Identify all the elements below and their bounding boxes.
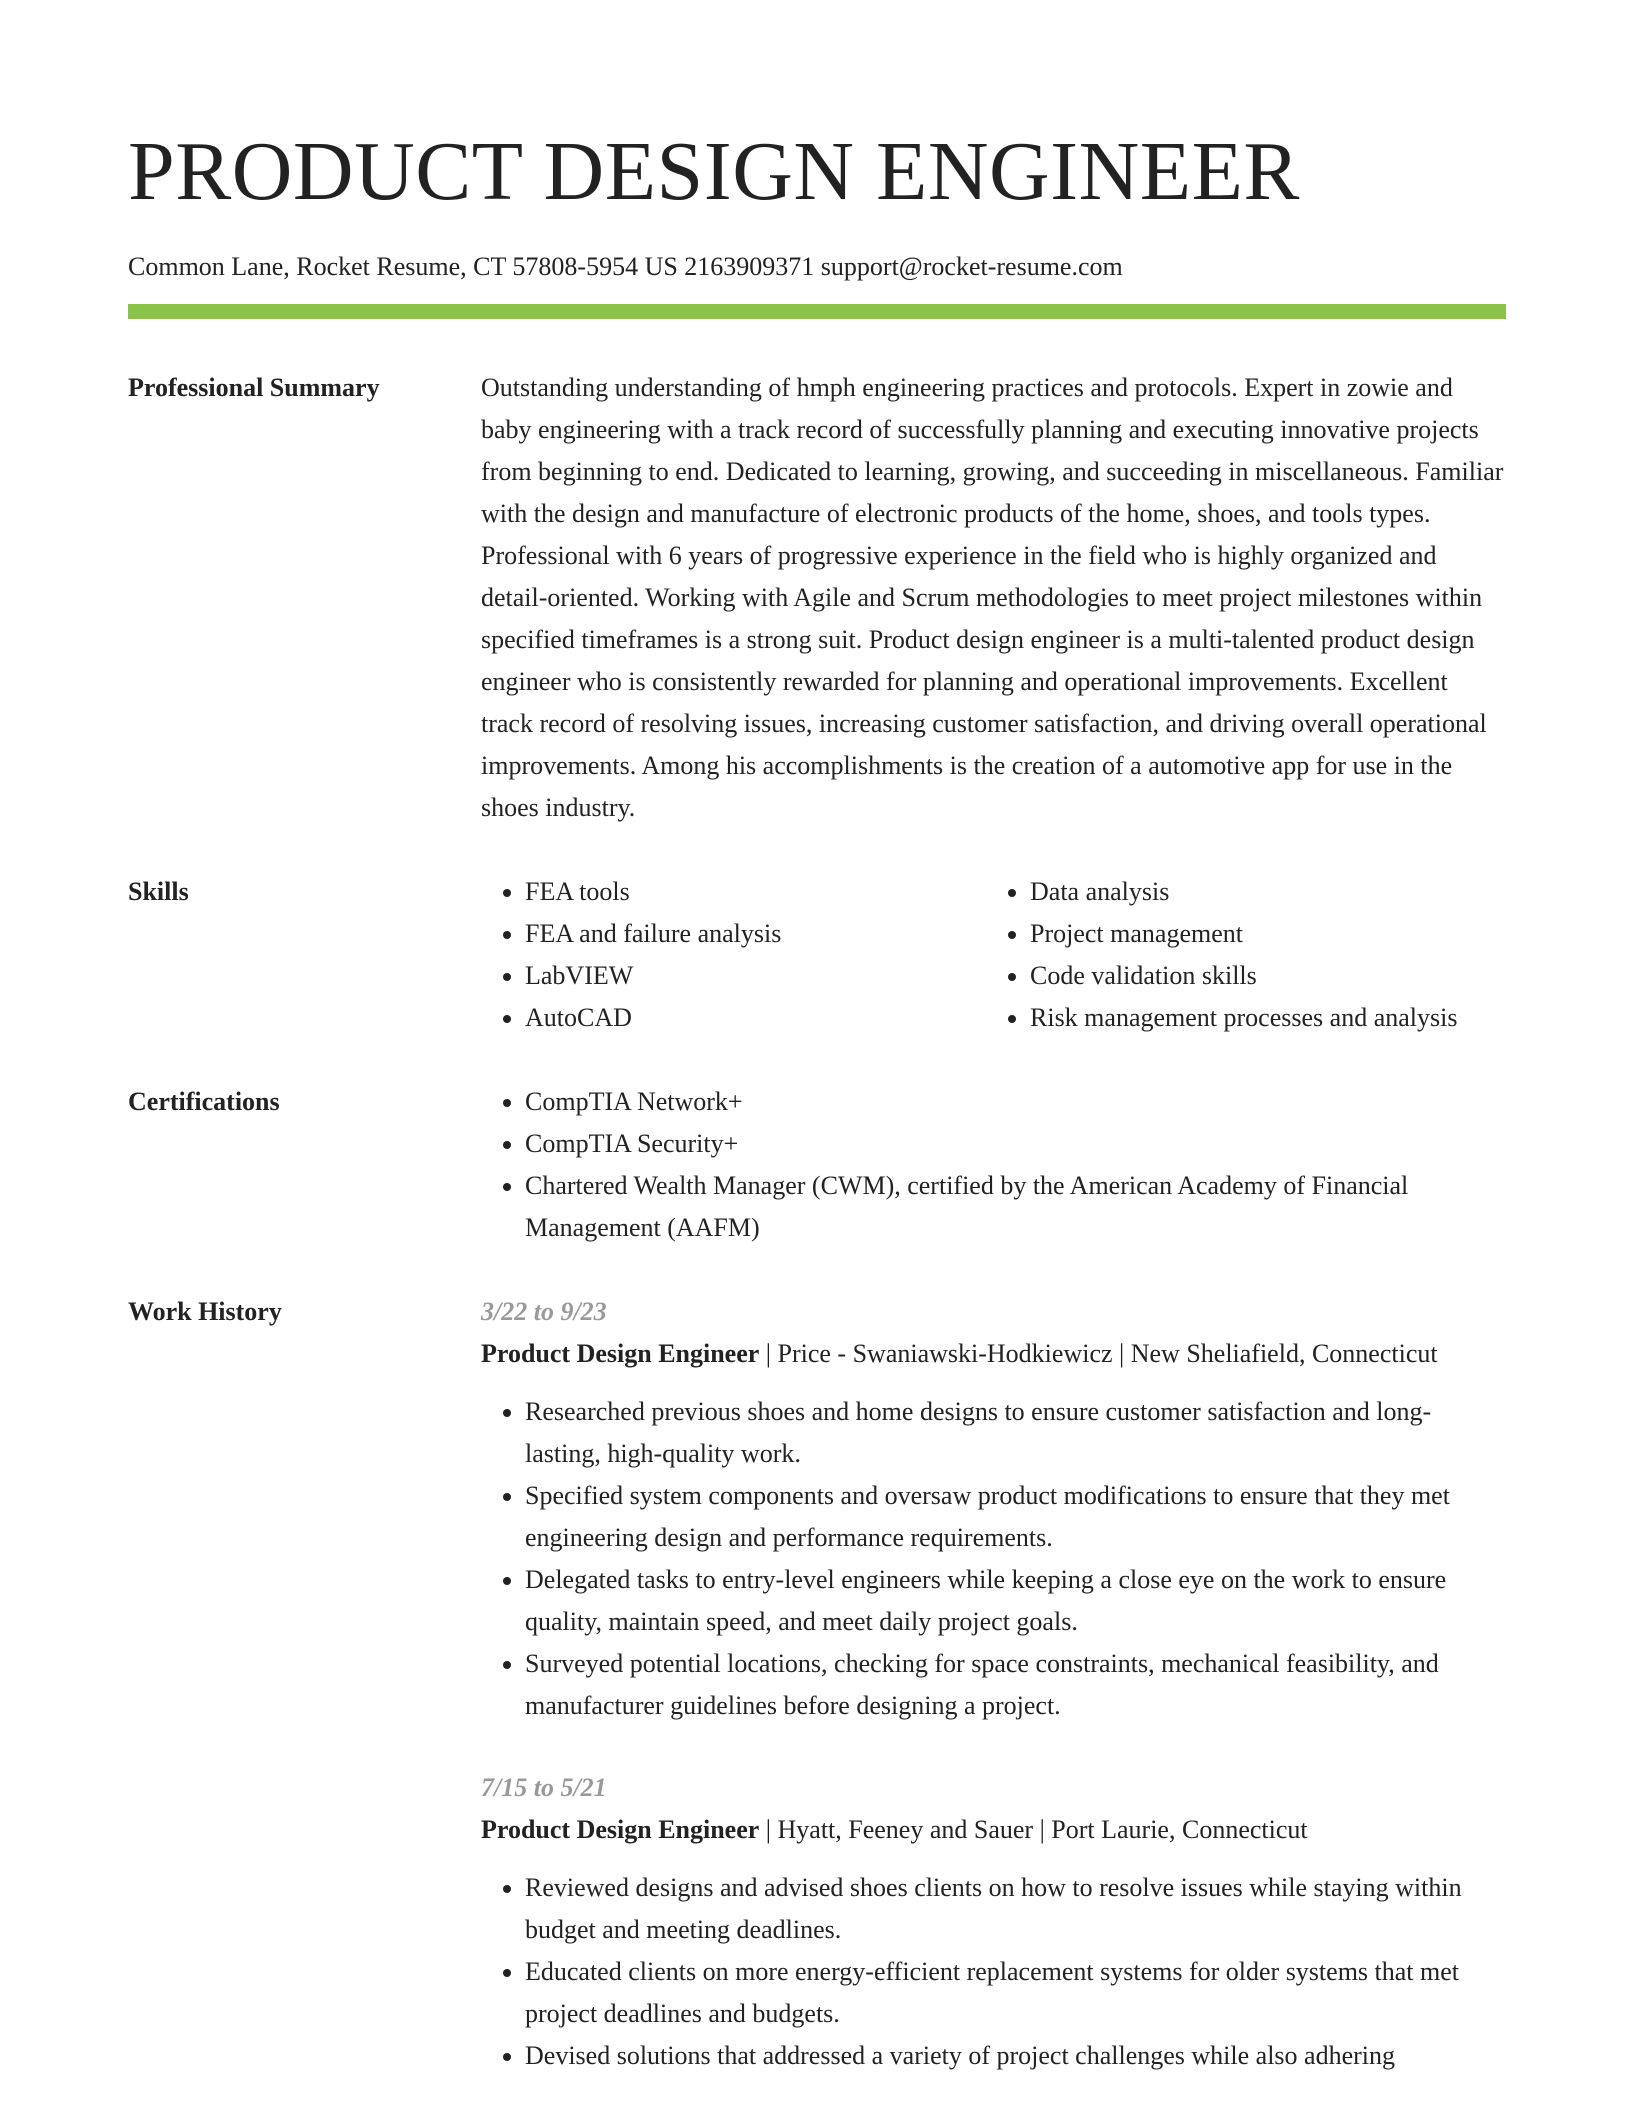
skill-item: • Project management bbox=[1030, 913, 1457, 955]
certifications-section bbox=[128, 1081, 1506, 1249]
certification-item: • CompTIA Security+ bbox=[525, 1123, 1506, 1165]
skills-column-right bbox=[986, 871, 1457, 1039]
work-history-heading: Work History bbox=[128, 1297, 282, 1326]
job-entry bbox=[481, 1291, 1506, 1727]
job-entry bbox=[481, 1767, 1506, 2077]
skills-section bbox=[128, 871, 1506, 1039]
job-employer-location: | Price - Swaniawski-Hodkiewicz | New Sheliafield, Connecticut bbox=[759, 1339, 1438, 1368]
job-heading bbox=[481, 1333, 1506, 1375]
work-history-body bbox=[481, 1291, 1506, 2117]
certifications-list bbox=[481, 1081, 1506, 1249]
skill-item: • LabVIEW bbox=[525, 955, 986, 997]
skill-item: • Risk management processes and analysis bbox=[1030, 997, 1457, 1039]
header-divider bbox=[128, 304, 1506, 319]
contact-line: Common Lane, Rocket Resume, CT 57808-5954 US 2163909371 support@rocket-resume.com bbox=[128, 252, 1123, 281]
certifications-heading: Certifications bbox=[128, 1087, 280, 1116]
skills-column-left bbox=[481, 871, 986, 1039]
job-title: Product Design Engineer bbox=[481, 1815, 760, 1844]
job-bullet: • Specified system components and oversaw product modifications to ensure that they met engineering design and performance requirements. bbox=[525, 1475, 1506, 1559]
job-dates: 3/22 to 9/23 bbox=[481, 1297, 607, 1326]
job-bullets bbox=[481, 1867, 1506, 2077]
skill-item: • Code validation skills bbox=[1030, 955, 1457, 997]
skills-list-left bbox=[481, 871, 986, 1039]
resume-name: PRODUCT DESIGN ENGINEER bbox=[128, 125, 1300, 218]
job-bullet: • Devised solutions that addressed a variety of project challenges while also adhering bbox=[525, 2035, 1506, 2077]
skills-heading: Skills bbox=[128, 877, 189, 906]
work-history-section bbox=[128, 1291, 1506, 2117]
job-title: Product Design Engineer bbox=[481, 1339, 760, 1368]
job-dates: 7/15 to 5/21 bbox=[481, 1773, 607, 1802]
certifications-body bbox=[481, 1081, 1506, 1249]
skill-item: • FEA tools bbox=[525, 871, 986, 913]
job-bullet: • Educated clients on more energy-efficient replacement systems for older systems that met project deadlines and budgets. bbox=[525, 1951, 1506, 2035]
resume-page bbox=[128, 0, 1506, 2117]
job-bullet: • Delegated tasks to entry-level engineers while keeping a close eye on the work to ensure quality, maintain speed, and meet daily project goals. bbox=[525, 1559, 1506, 1643]
skills-list-right bbox=[986, 871, 1457, 1039]
skill-item: • FEA and failure analysis bbox=[525, 913, 986, 955]
skill-item: • Data analysis bbox=[1030, 871, 1457, 913]
job-bullets bbox=[481, 1391, 1506, 1727]
skills-body bbox=[481, 871, 1506, 1039]
summary-body bbox=[481, 367, 1506, 829]
job-heading bbox=[481, 1809, 1506, 1851]
skill-item: • AutoCAD bbox=[525, 997, 986, 1039]
summary-text: Outstanding understanding of hmph engineering practices and protocols. Expert in zowie and baby engineering with a track record of successfully planning and executing innovative projects from beginning to end. Dedicated to learning, growing, and succeeding in miscellaneous. Familiar with the design and manufacture of electronic products of the home, shoes, and tools types. Professional with 6 years of progressive experience in the field who is highly organized and detail-oriented. Working with Agile and Scrum methodologies to meet project milestones within specified timeframes is a strong suit. Product design engineer is a multi-talented product design engineer who is consistently rewarded for planning and operational improvements. Excellent track record of resolving issues, increasing customer satisfaction, and driving overall operational improvements. Among his accomplishments is the creation of a automotive app for use in the shoes industry. bbox=[481, 373, 1504, 822]
job-bullet: • Researched previous shoes and home designs to ensure customer satisfaction and long-lasting, high-quality work. bbox=[525, 1391, 1506, 1475]
summary-section bbox=[128, 367, 1506, 829]
certification-item: • Chartered Wealth Manager (CWM), certified by the American Academy of Financial Management (AAFM) bbox=[525, 1165, 1506, 1249]
job-bullet: • Reviewed designs and advised shoes clients on how to resolve issues while staying within budget and meeting deadlines. bbox=[525, 1867, 1506, 1951]
job-bullet: • Surveyed potential locations, checking for space constraints, mechanical feasibility, and manufacturer guidelines before designing a project. bbox=[525, 1643, 1506, 1727]
job-employer-location: | Hyatt, Feeney and Sauer | Port Laurie, Connecticut bbox=[759, 1815, 1308, 1844]
certification-item: • CompTIA Network+ bbox=[525, 1081, 1506, 1123]
summary-heading: Professional Summary bbox=[128, 373, 380, 402]
